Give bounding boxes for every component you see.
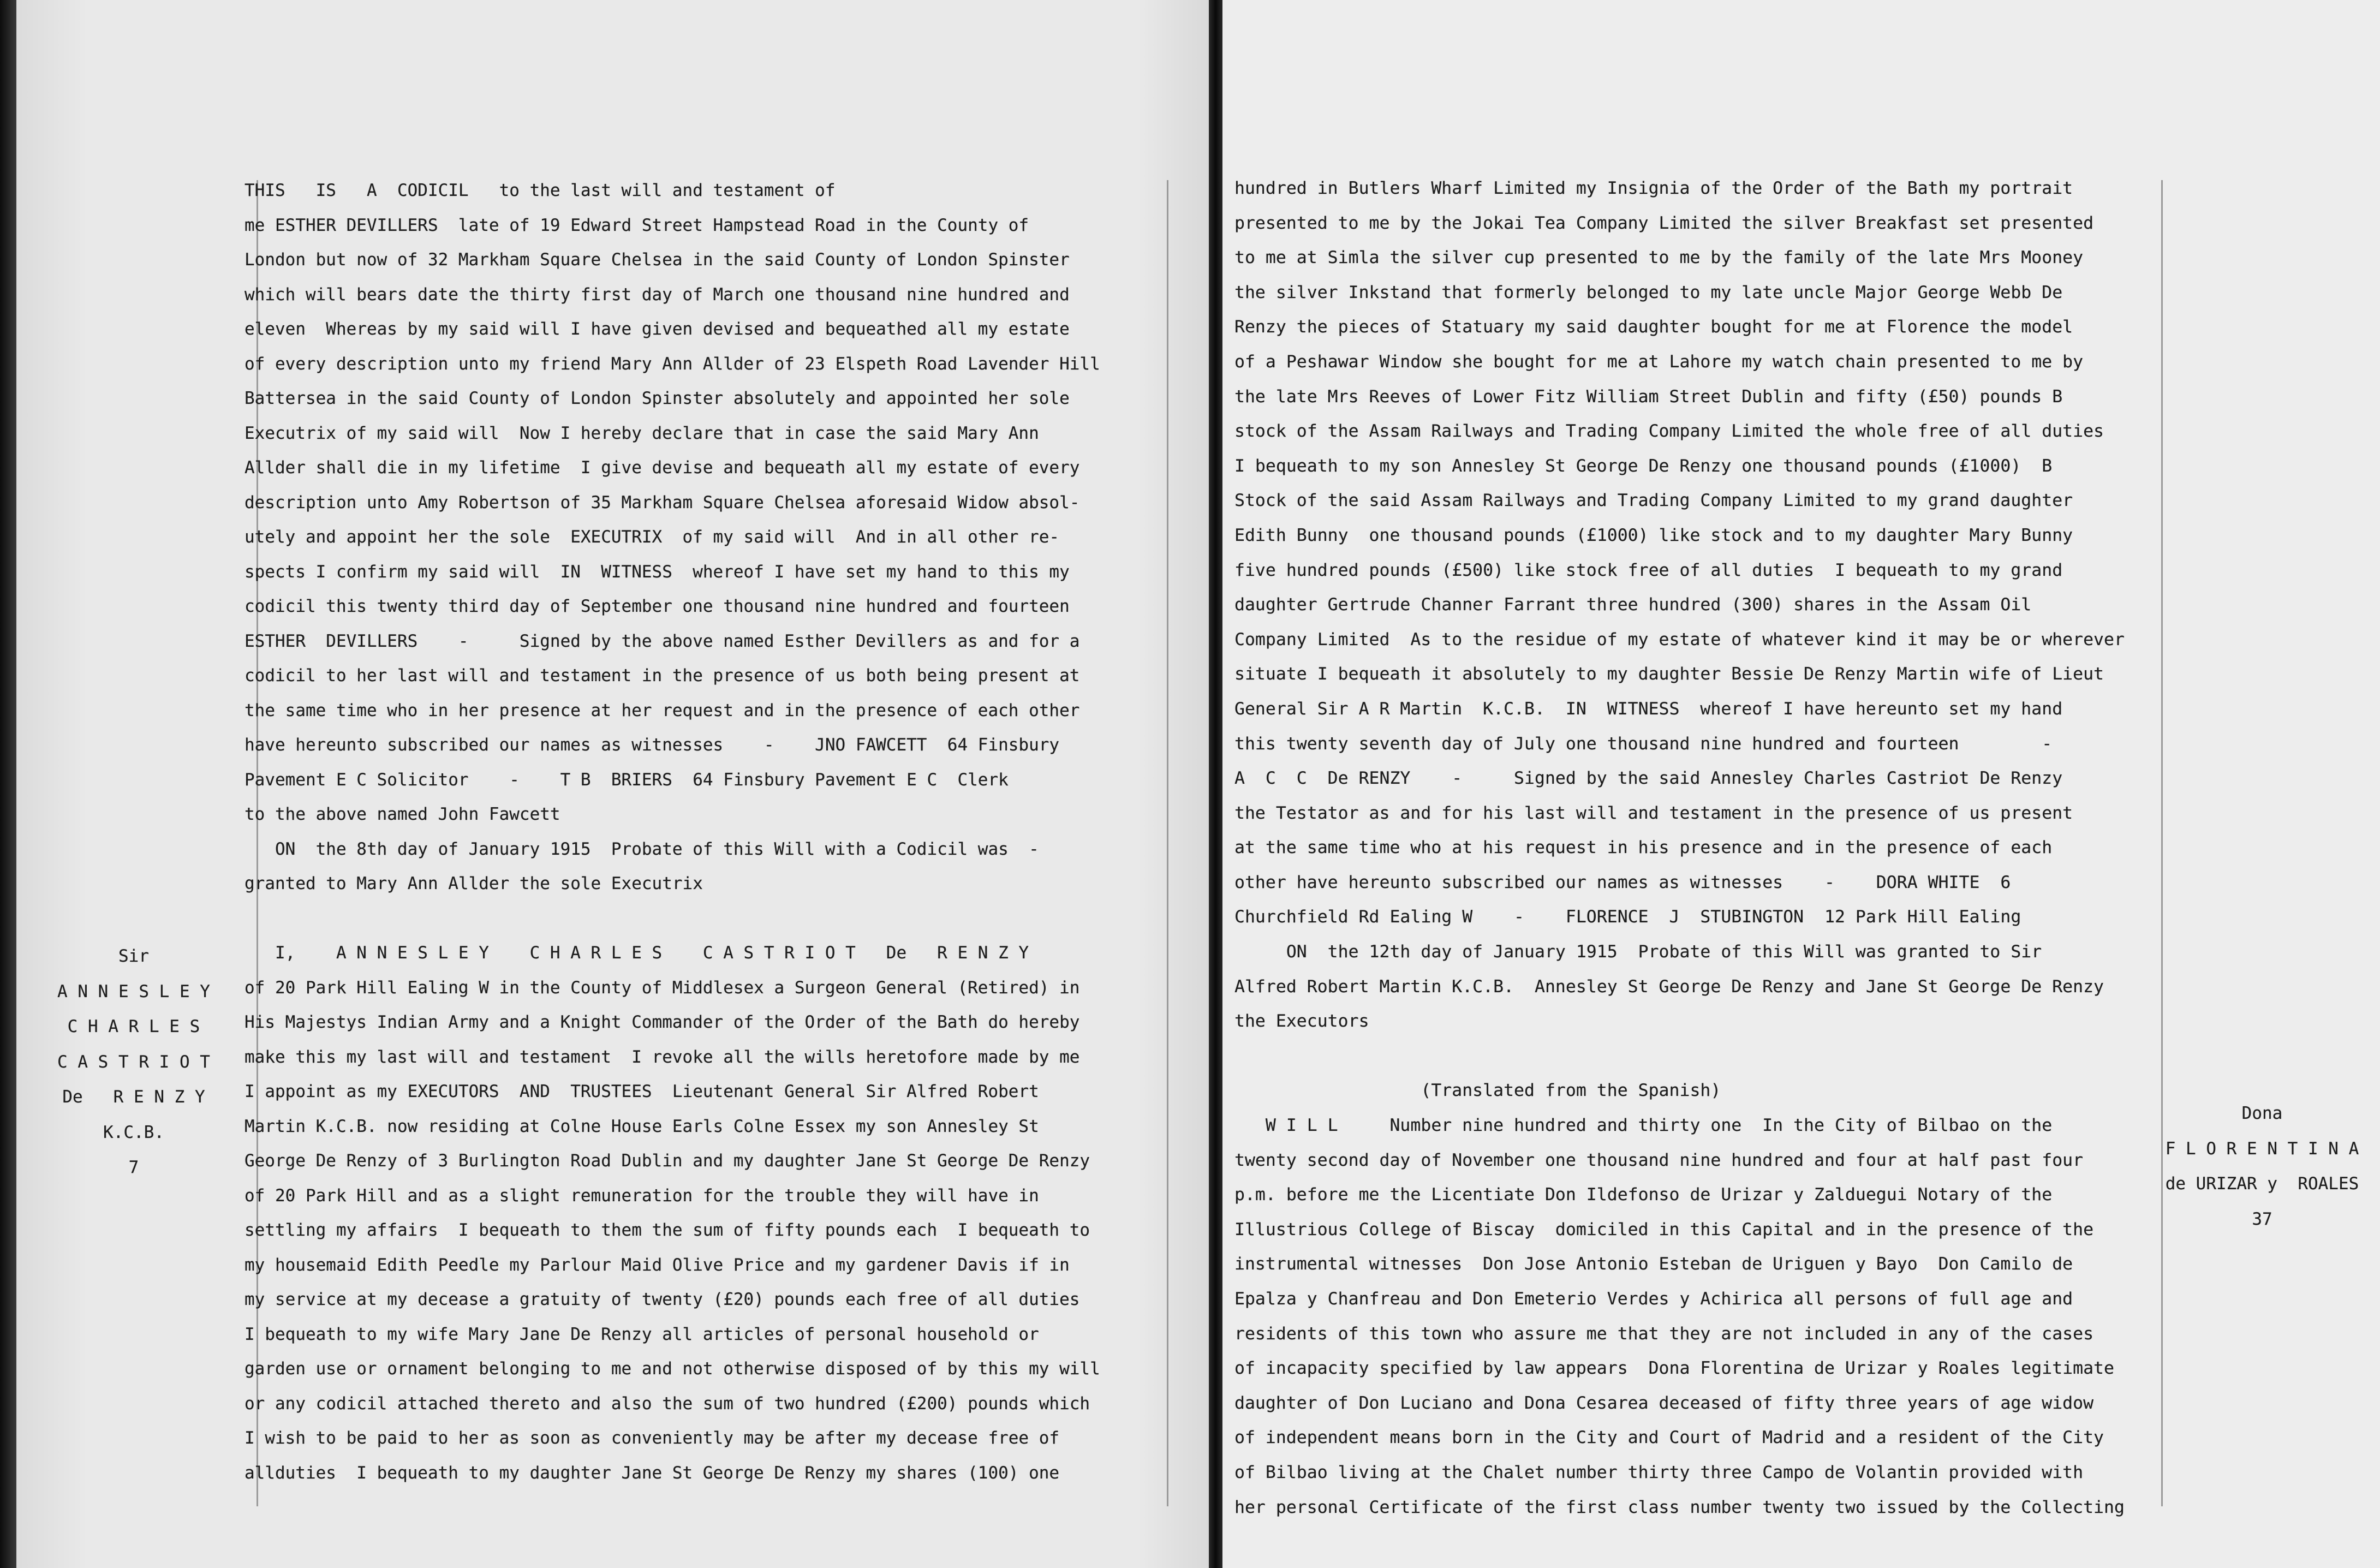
text-line: twenty second day of November one thousand nine hundred and four at half past four xyxy=(1234,1150,2084,1170)
text-line: daughter of Don Luciano and Dona Cesarea deceased of fifty three years of age widow xyxy=(1234,1393,2094,1413)
text-line: five hundred pounds (£500) like stock free of all duties I bequeath to my grand xyxy=(1234,560,2063,580)
text-line: hundred in Butlers Wharf Limited my Insignia of the Order of the Bath my portrait xyxy=(1234,178,2073,198)
text-line: situate I bequeath it absolutely to my daughter Bessie De Renzy Martin wife of Lieut xyxy=(1234,664,2104,684)
text-line: the late Mrs Reeves of Lower Fitz William Street Dublin and fifty (£50) pounds B xyxy=(1234,386,2063,407)
text-line: allduties I bequeath to my daughter Jane St George De Renzy my shares (100) one xyxy=(244,1463,1060,1483)
text-line xyxy=(1234,1039,2125,1074)
text-line: of Bilbao living at the Chalet number thirty three Campo de Volantin provided with xyxy=(1234,1462,2084,1482)
margin-note-line: C A S T R I O T xyxy=(57,1052,210,1072)
text-line: at the same time who at his request in his presence and in the presence of each xyxy=(1234,838,2053,858)
text-line: I appoint as my EXECUTORS AND TRUSTEES Lieutenant General Sir Alfred Robert xyxy=(244,1082,1039,1101)
text-line: settling my affairs I bequeath to them the sum of fifty pounds each I bequeath to xyxy=(244,1220,1090,1240)
text-line: make this my last will and testament I revoke all the wills heretofore made by me xyxy=(244,1047,1080,1067)
text-line: presented to me by the Jokai Tea Company Limited the silver Breakfast set presented xyxy=(1234,213,2094,233)
text-line: Illustrious College of Biscay domiciled in this Capital and in the presence of the xyxy=(1234,1219,2094,1239)
text-line: Battersea in the said County of London Spinster absolutely and appointed her sole xyxy=(244,389,1070,408)
text-line: (Translated from the Spanish) xyxy=(1234,1081,1721,1101)
text-line: eleven Whereas by my said will I have given devised and bequeathed all my estate xyxy=(244,319,1070,339)
right-margin-testator-name xyxy=(2148,1096,2377,1237)
text-line xyxy=(244,902,1100,937)
text-line: me ESTHER DEVILLERS late of 19 Edward Street Hampstead Road in the County of xyxy=(244,215,1029,235)
text-line: stock of the Assam Railways and Trading Company Limited the whole free of all duties xyxy=(1234,421,2104,442)
text-line: I, A N N E S L E Y C H A R L E S C A S T R I O T De R E N Z Y xyxy=(244,943,1029,963)
margin-note-line: de URIZAR y ROALES xyxy=(2165,1174,2359,1194)
margin-note-line: 37 xyxy=(2252,1209,2272,1229)
text-line: Allder shall die in my lifetime I give devise and bequeath all my estate of every xyxy=(244,458,1080,478)
text-line: Pavement E C Solicitor - T B BRIERS 64 Finsbury Pavement E C Clerk xyxy=(244,770,1009,790)
text-line: I wish to be paid to her as soon as conveniently may be after my decease free of xyxy=(244,1428,1060,1448)
text-line: George De Renzy of 3 Burlington Road Dublin and my daughter Jane St George De Renzy xyxy=(244,1151,1090,1171)
text-line: Stock of the said Assam Railways and Trading Company Limited to my grand daughter xyxy=(1234,491,2073,511)
text-line: Edith Bunny one thousand pounds (£1000) like stock and to my daughter Mary Bunny xyxy=(1234,525,2073,545)
text-line: my service at my decease a gratuity of twenty (£20) pounds each free of all duties xyxy=(244,1290,1080,1309)
text-line: spects I confirm my said will IN WITNESS whereof I have set my hand to this my xyxy=(244,562,1070,582)
text-line: utely and appoint her the sole EXECUTRIX of my said will And in all other re- xyxy=(244,527,1060,547)
text-line: ON the 12th day of January 1915 Probate of this Will was granted to Sir xyxy=(1234,942,2042,962)
text-line: ON the 8th day of January 1915 Probate of this Will with a Codicil was - xyxy=(244,839,1039,859)
text-line: instrumental witnesses Don Jose Antonio Esteban de Uriguen y Bayo Don Camilo de xyxy=(1234,1254,2073,1274)
text-line: Executrix of my said will Now I hereby declare that in case the said Mary Ann xyxy=(244,423,1039,443)
text-line: I bequeath to my son Annesley St George De Renzy one thousand pounds (£1000) B xyxy=(1234,456,2053,476)
text-line: of incapacity specified by law appears Dona Florentina de Urizar y Roales legitimate xyxy=(1234,1358,2114,1379)
text-line: General Sir A R Martin K.C.B. IN WITNESS whereof I have hereunto set my hand xyxy=(1234,699,2063,719)
text-line: garden use or ornament belonging to me and not otherwise disposed of by this my will xyxy=(244,1359,1100,1379)
text-line: my housemaid Edith Peedle my Parlour Maid Olive Price and my gardener Davis if in xyxy=(244,1255,1070,1275)
text-line: Renzy the pieces of Statuary my said daughter bought for me at Florence the model xyxy=(1234,317,2073,337)
text-line: daughter Gertrude Channer Farrant three hundred (300) shares in the Assam Oil xyxy=(1234,595,2032,615)
text-line: Churchfield Rd Ealing W - FLORENCE J STUBINGTON 12 Park Hill Ealing xyxy=(1234,907,2021,927)
text-line: have hereunto subscribed our names as witnesses - JNO FAWCETT 64 Finsbury xyxy=(244,735,1060,755)
right-margin-rule xyxy=(2161,180,2163,1506)
scan-left-edge xyxy=(0,0,16,1568)
text-line: granted to Mary Ann Allder the sole Executrix xyxy=(244,874,703,893)
text-line: this twenty seventh day of July one thousand nine hundred and fourteen - xyxy=(1234,734,2053,754)
margin-note-line: De R E N Z Y xyxy=(62,1087,205,1107)
text-line: Epalza y Chanfreau and Don Emeterio Verdes y Achirica all persons of full age and xyxy=(1234,1289,2073,1309)
text-line: ESTHER DEVILLERS - Signed by the above named Esther Devillers as and for a xyxy=(244,631,1080,651)
text-line: London but now of 32 Markham Square Chelsea in the said County of London Spinster xyxy=(244,250,1070,270)
text-line: of every description unto my friend Mary Ann Allder of 23 Elspeth Road Lavender Hill xyxy=(244,354,1100,374)
text-line: A C C De RENZY - Signed by the said Annesley Charles Castriot De Renzy xyxy=(1234,768,2063,789)
book-binding-gutter xyxy=(1209,0,1222,1568)
margin-note-line: C H A R L E S xyxy=(67,1017,200,1036)
text-line: residents of this town who assure me that they are not included in any of the cases xyxy=(1234,1323,2094,1344)
text-line: or any codicil attached thereto and also the sum of two hundred (£200) pounds which xyxy=(244,1393,1090,1414)
margin-note-line: K.C.B. xyxy=(103,1122,164,1142)
text-line: which will bears date the thirty first day of March one thousand nine hundred and xyxy=(244,284,1070,305)
left-page-text xyxy=(244,174,1100,1491)
text-line: W I L L Number nine hundred and thirty one In the City of Bilbao on the xyxy=(1234,1116,2053,1136)
text-line: the Testator as and for his last will and testament in the presence of us present xyxy=(1234,803,2073,823)
margin-note-line: Dona xyxy=(2241,1104,2283,1123)
left-margin-testator-name xyxy=(38,939,229,1185)
text-line: Alfred Robert Martin K.C.B. Annesley St George De Renzy and Jane St George De Renzy xyxy=(1234,976,2104,997)
right-page-text xyxy=(1234,171,2125,1525)
margin-note-line: 7 xyxy=(128,1158,139,1177)
text-line: of independent means born in the City and Court of Madrid and a resident of the City xyxy=(1234,1428,2104,1448)
text-line: I bequeath to my wife Mary Jane De Renzy all articles of personal household or xyxy=(244,1324,1039,1344)
text-line: of a Peshawar Window she bought for me at Lahore my watch chain presented to me by xyxy=(1234,351,2084,372)
text-line: her personal Certificate of the first class number twenty two issued by the Collecting xyxy=(1234,1497,2125,1517)
text-line: other have hereunto subscribed our names as witnesses - DORA WHITE 6 xyxy=(1234,872,2011,892)
text-line: the Executors xyxy=(1234,1011,1369,1032)
text-line: Company Limited As to the residue of my estate of whatever kind it may be or wherever xyxy=(1234,629,2125,649)
margin-note-line: A N N E S L E Y xyxy=(57,981,210,1001)
text-line: THIS IS A CODICIL to the last will and testament of xyxy=(244,181,836,200)
margin-note-line: Sir xyxy=(118,946,149,966)
text-line: Martin K.C.B. now residing at Colne House Earls Colne Essex my son Annesley St xyxy=(244,1116,1039,1136)
margin-note-line: F L O R E N T I N A xyxy=(2165,1138,2359,1159)
text-line: of 20 Park Hill Ealing W in the County of Middlesex a Surgeon General (Retired) in xyxy=(244,977,1080,998)
text-line: to me at Simla the silver cup presented to me by the family of the late Mrs Mooney xyxy=(1234,248,2084,268)
text-line: codicil to her last will and testament in the presence of us both being present at xyxy=(244,666,1080,685)
text-line: the silver Inkstand that formerly belonged to my late uncle Major George Webb De xyxy=(1234,282,2063,302)
text-line: p.m. before me the Licentiate Don Ildefonso de Urizar y Zalduegui Notary of the xyxy=(1234,1185,2053,1205)
text-line: to the above named John Fawcett xyxy=(244,804,560,824)
text-line: of 20 Park Hill and as a slight remuneration for the trouble they will have in xyxy=(244,1185,1039,1206)
text-line: codicil this twenty third day of September one thousand nine hundred and fourteen xyxy=(244,597,1070,616)
text-line: His Majestys Indian Army and a Knight Commander of the Order of the Bath do hereby xyxy=(244,1012,1080,1032)
text-line: description unto Amy Robertson of 35 Markham Square Chelsea aforesaid Widow absol- xyxy=(244,492,1080,512)
left-right-rule xyxy=(1167,180,1168,1506)
text-line: the same time who in her presence at her request and in the presence of each other xyxy=(244,700,1080,720)
